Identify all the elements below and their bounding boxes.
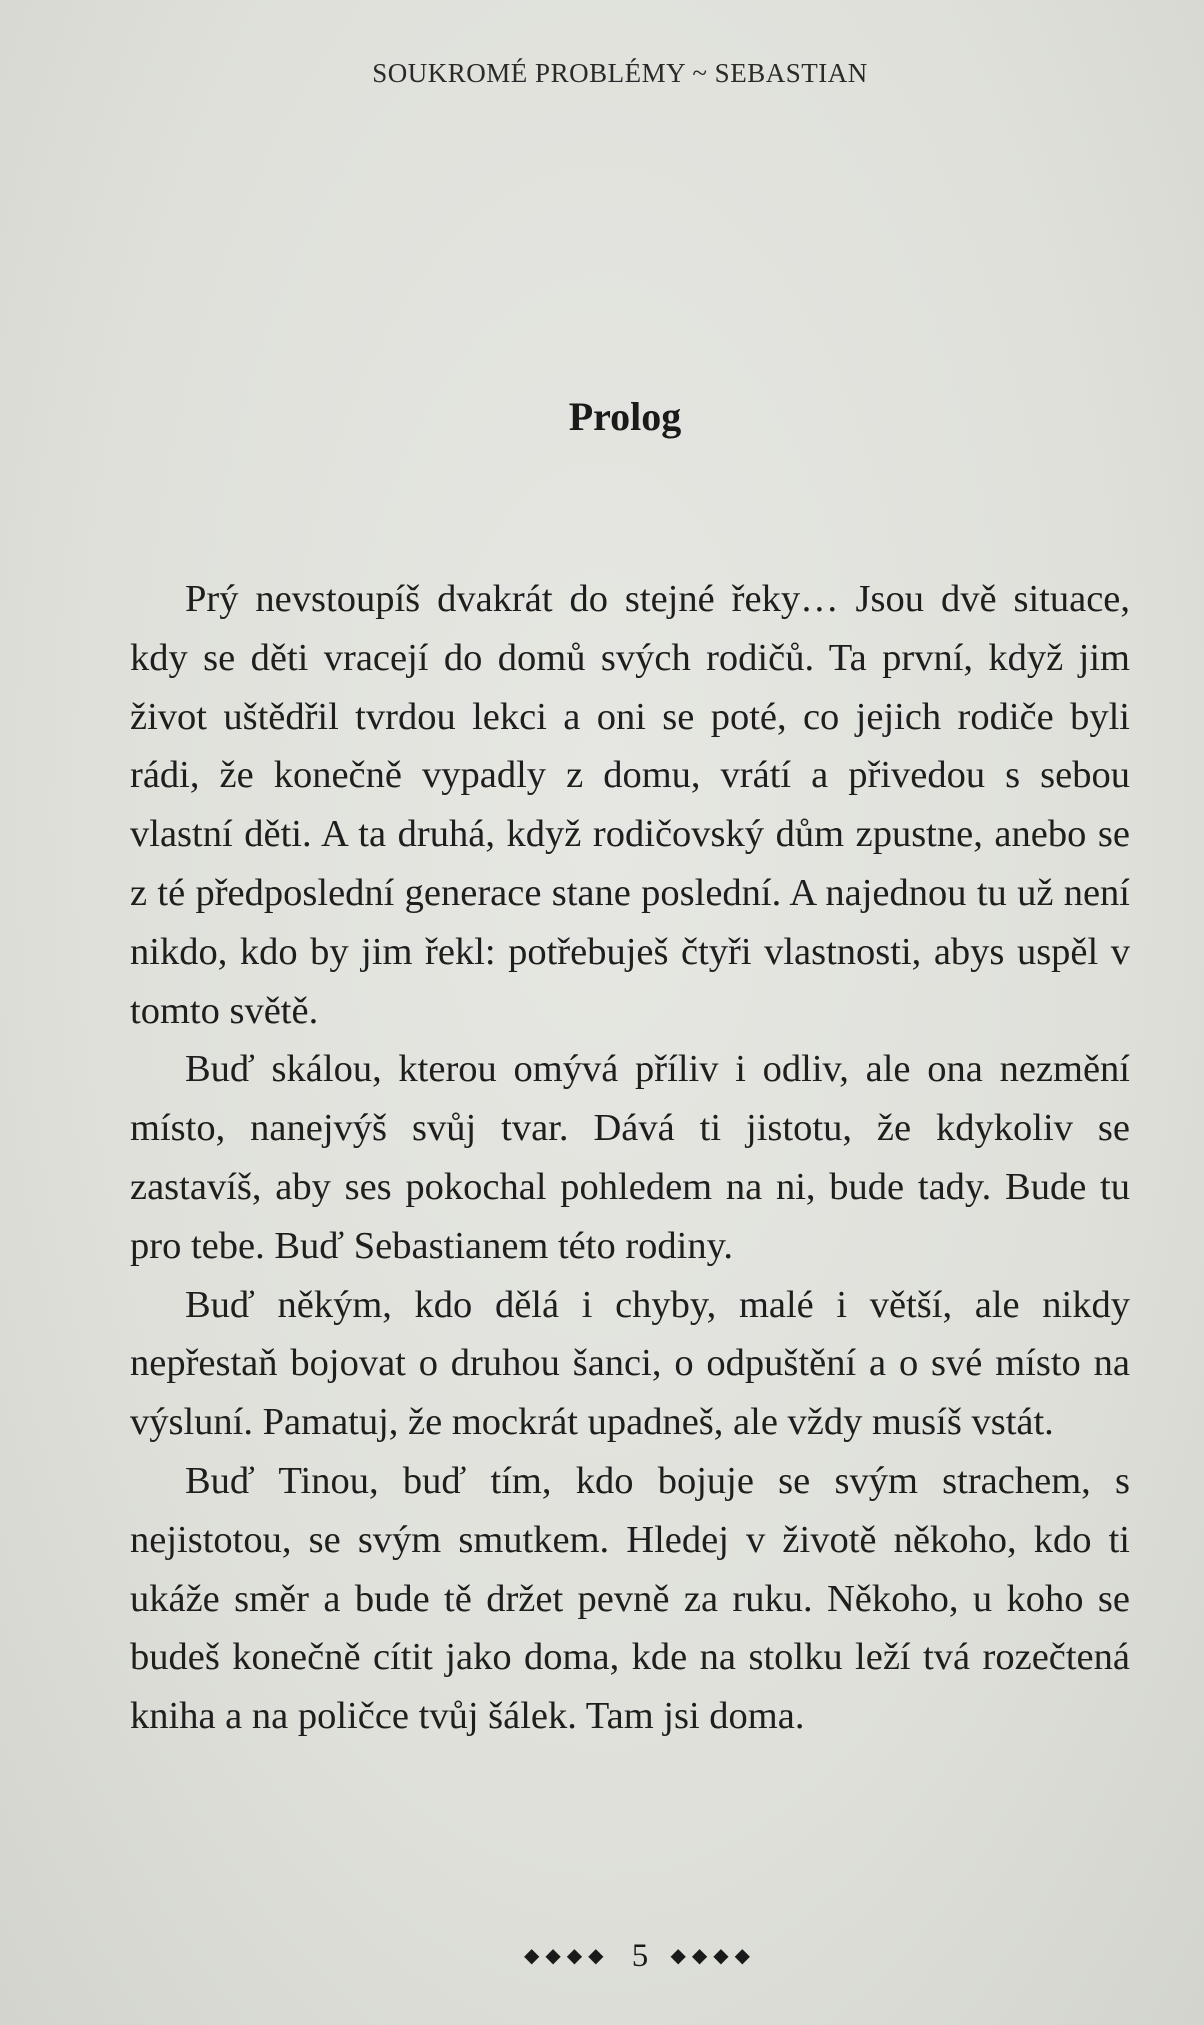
paragraph: Buď Tinou, buď tím, kdo bojuje se svým strachem, s nejistotou, se svým smutkem. Hledej v životě někoho, kdo ti ukáže směr a bude tě držet pevně za ruku. Někoho, u koho se budeš konečně cítit jako doma, kde na stolku leží tvá rozečtená kniha a na poličce tvůj šálek. Tam jsi doma. <box>130 1459 1130 1738</box>
ornament-left-icon: ◆◆◆◆ <box>523 1944 610 1967</box>
body-text <box>130 570 1130 1746</box>
paragraph: Prý nevstoupíš dvakrát do stejné řeky… Jsou dvě situace, kdy se děti vracejí do domů svých rodičů. Ta první, když jim život uštědřil tvrdou lekci a oni se poté, co jejich rodiče byli rádi, že konečně vypadly z domu, vrátí a přivedou s sebou vlastní děti. A ta druhá, když rodičovský dům zpustne, anebo se z té předposlední generace stane poslední. A najednou tu už není nikdo, kdo by jim řekl: potřebuješ čtyři vlastnosti, abys uspěl v tomto světě. <box>130 578 1130 1032</box>
chapter-title: Prolog <box>568 394 682 439</box>
page-number: 5 <box>631 1938 649 1974</box>
paragraph: Buď někým, kdo dělá i chyby, malé i větší, ale nikdy nepřestaň bojovat o druhou šanci, o odpuštění a o své místo na výsluní. Pamatuj, že mockrát upadneš, ale vždy musíš vstát. <box>130 1283 1130 1444</box>
running-head: SOUKROMÉ PROBLÉMY ~ SEBASTIAN <box>372 58 868 88</box>
paragraph: Buď skálou, kterou omývá příliv i odliv, ale ona nezmění místo, nanejvýš svůj tvar. Dává ti jistotu, že kdykoliv se zastavíš, aby ses pokochal pohledem na ni, bude tady. Bude tu pro tebe. Buď Sebastianem této rodiny. <box>130 1048 1130 1267</box>
ornament-right-icon: ◆◆◆◆ <box>670 1944 757 1967</box>
page-footer <box>0 1938 1204 1975</box>
